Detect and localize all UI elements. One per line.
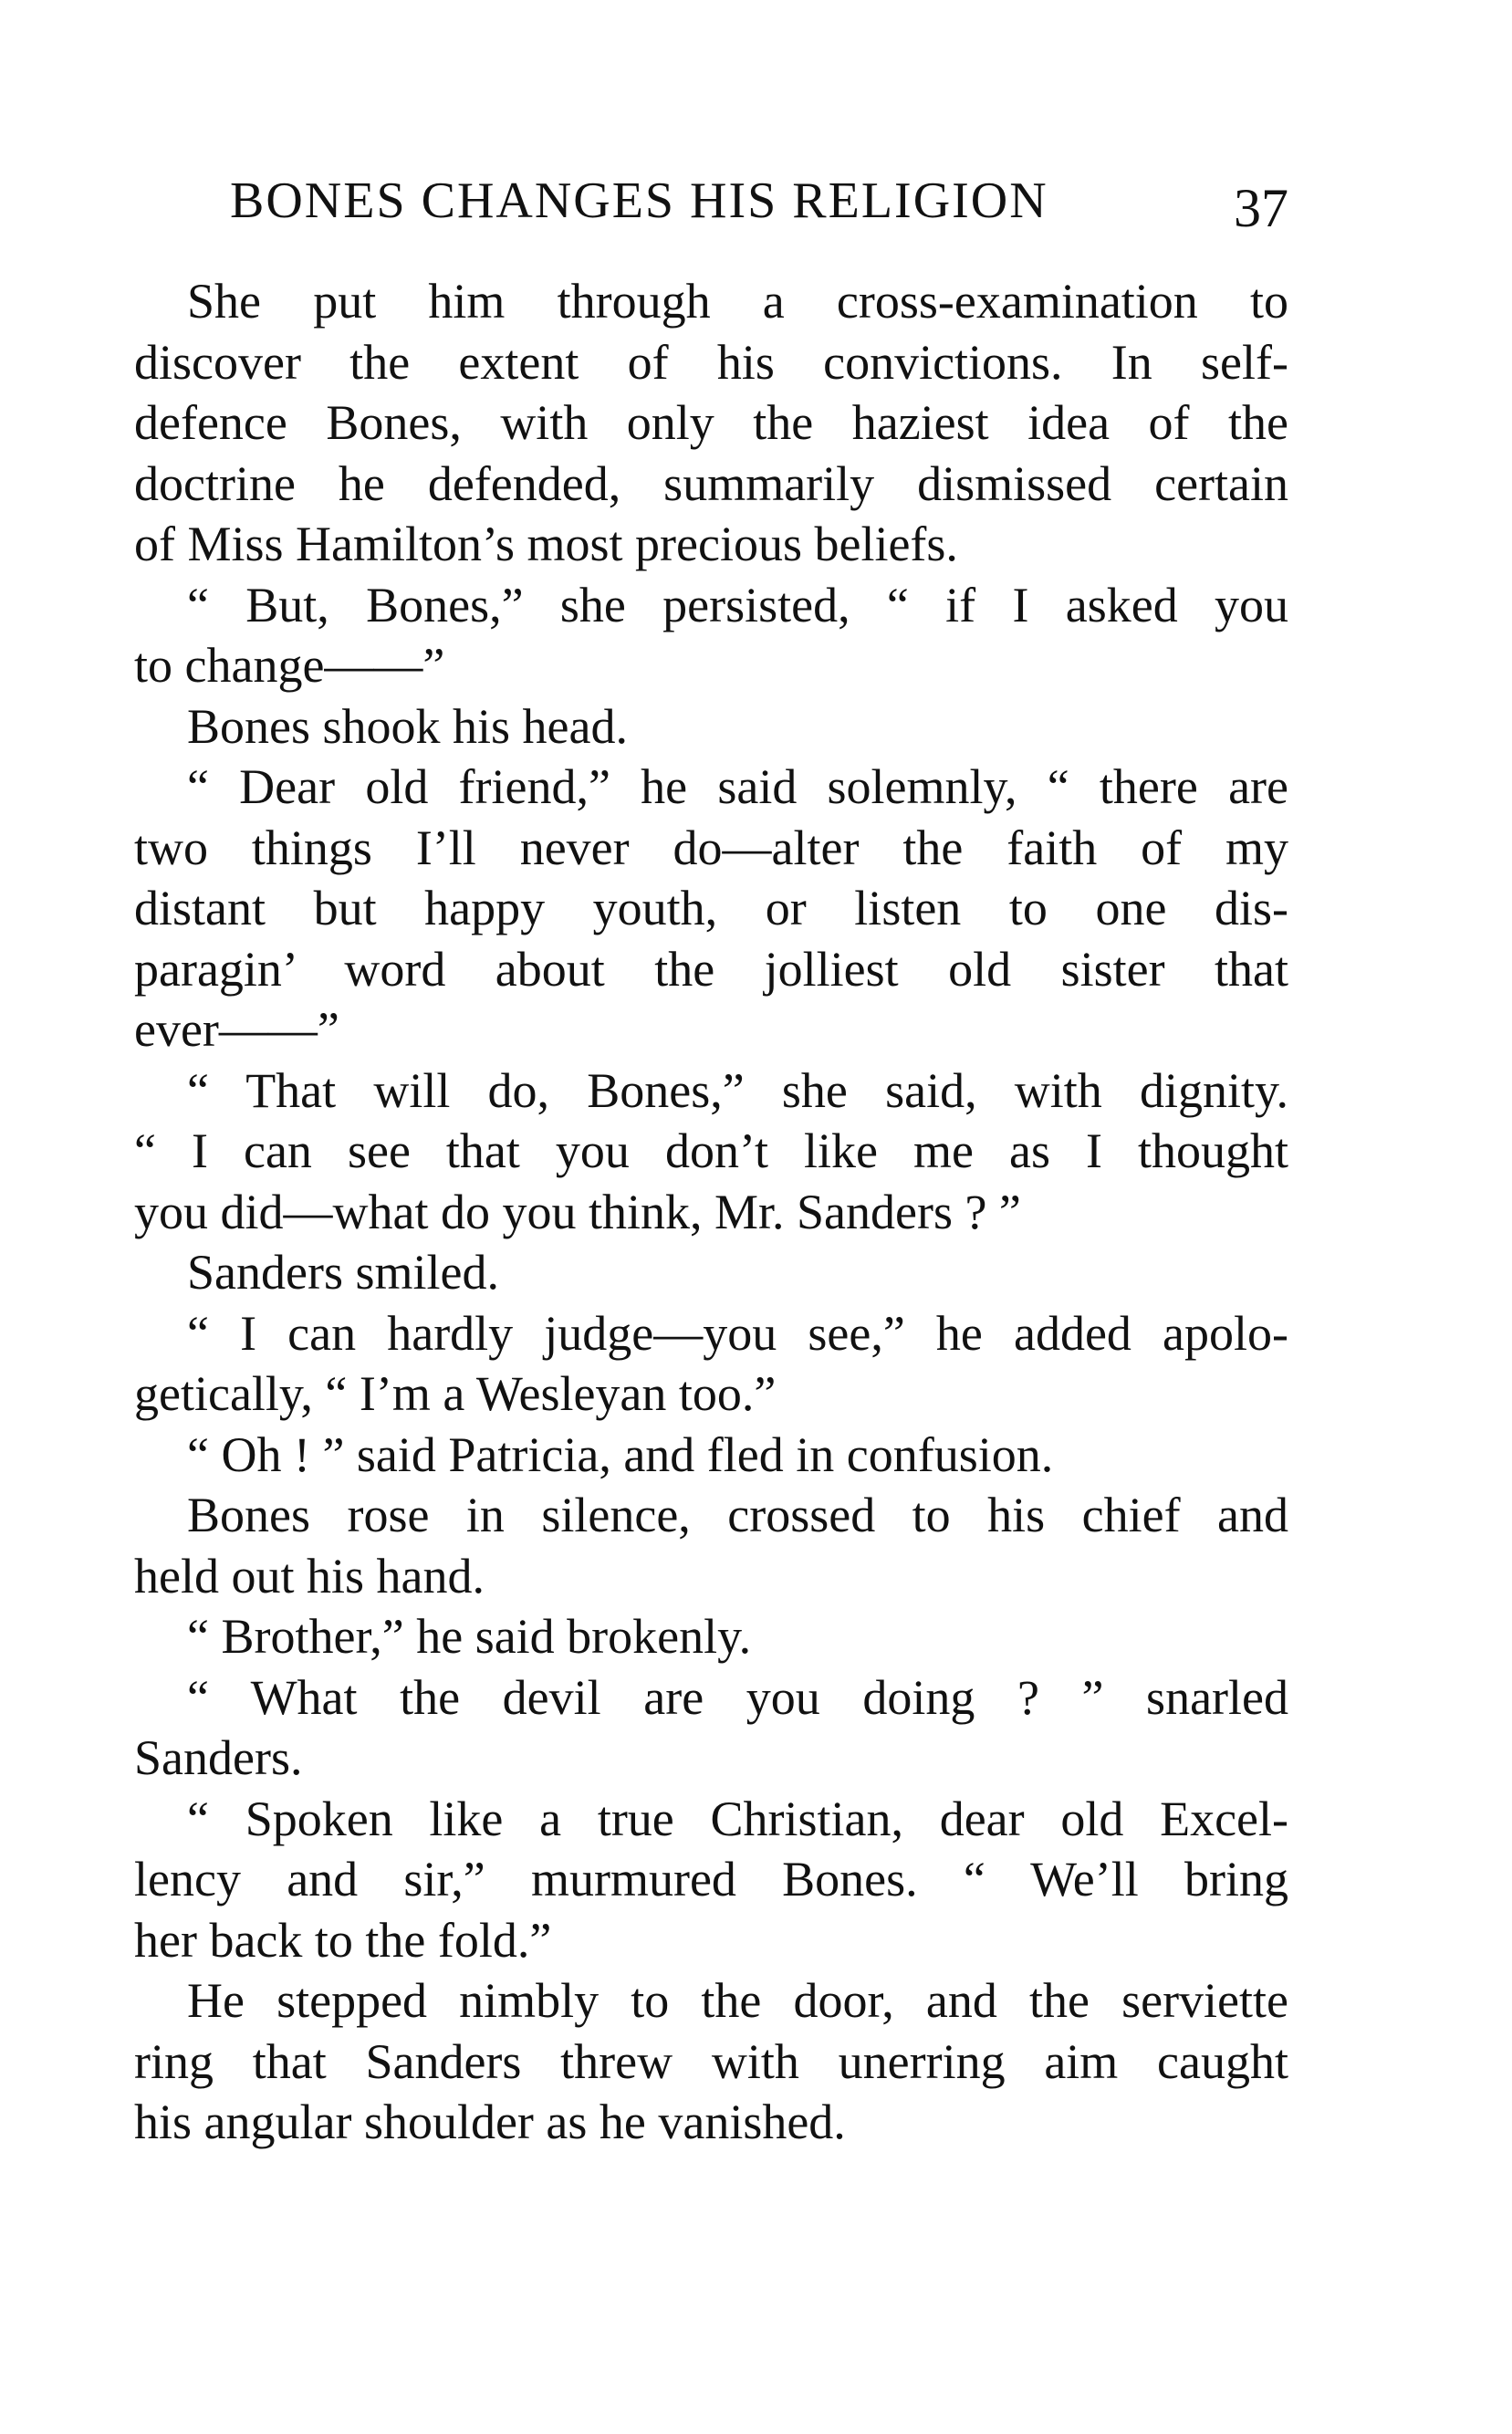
text-line: “ I can see that you don’t like me as I thought bbox=[134, 1123, 1288, 1178]
text-line: “ I can hardly judge—you see,” he added apolo- bbox=[187, 1305, 1288, 1361]
text-line: Bones shook his head. bbox=[187, 698, 628, 754]
text-line: Sanders. bbox=[134, 1730, 303, 1785]
text-line: She put him through a cross-examination to bbox=[187, 274, 1288, 329]
text-line: Bones rose in silence, crossed to his chief and bbox=[187, 1488, 1288, 1542]
text-line: “ Brother,” he said brokenly. bbox=[187, 1609, 752, 1664]
text-line: to change——” bbox=[134, 638, 445, 693]
text-line: ring that Sanders threw with unerring aim caught bbox=[134, 2033, 1288, 2089]
text-line: her back to the fold.” bbox=[134, 1912, 552, 1968]
text-line: getically, “ I’m a Wesleyan too.” bbox=[134, 1366, 777, 1421]
text-line: lency and sir,” murmured Bones. “ We’ll bring bbox=[134, 1852, 1288, 1906]
running-head bbox=[134, 164, 1288, 237]
text-line: “ Dear old friend,” he said solemnly, “ there are bbox=[187, 759, 1288, 814]
text-line: you did—what do you think, Mr. Sanders ? ” bbox=[134, 1184, 1021, 1239]
text-line: He stepped nimbly to the door, and the serviette bbox=[187, 1973, 1288, 2028]
text-line: Sanders smiled. bbox=[187, 1245, 499, 1300]
text-line: doctrine he defended, summarily dismissed certain bbox=[134, 455, 1288, 511]
running-title: BONES CHANGES HIS RELIGION bbox=[230, 172, 1048, 229]
text-line: “ Spoken like a true Christian, dear old Excel- bbox=[187, 1791, 1288, 1846]
text-line: defence Bones, with only the haziest idea of the bbox=[134, 395, 1288, 450]
text-line: “ That will do, Bones,” she said, with dignity. bbox=[187, 1062, 1288, 1118]
text-line: “ What the devil are you doing ? ” snarled bbox=[187, 1669, 1288, 1725]
text-line: “ Oh ! ” said Patricia, and fled in confusion. bbox=[187, 1426, 1054, 1482]
text-line: his angular shoulder as he vanished. bbox=[134, 2094, 846, 2149]
text-line: ever——” bbox=[134, 1002, 339, 1057]
body-text bbox=[134, 271, 1288, 2153]
text-line: paragin’ word about the jolliest old sister that bbox=[134, 941, 1288, 997]
text-line: distant but happy youth, or listen to one dis- bbox=[134, 881, 1288, 935]
text-line: discover the extent of his convictions. In self- bbox=[134, 334, 1288, 390]
text-line: two things I’ll never do—alter the faith of my bbox=[134, 820, 1288, 875]
text-line: “ But, Bones,” she persisted, “ if I asked you bbox=[187, 577, 1288, 632]
text-line: held out his hand. bbox=[134, 1548, 485, 1604]
text-line: of Miss Hamilton’s most precious beliefs. bbox=[134, 517, 958, 571]
page-number: 37 bbox=[1234, 178, 1288, 238]
